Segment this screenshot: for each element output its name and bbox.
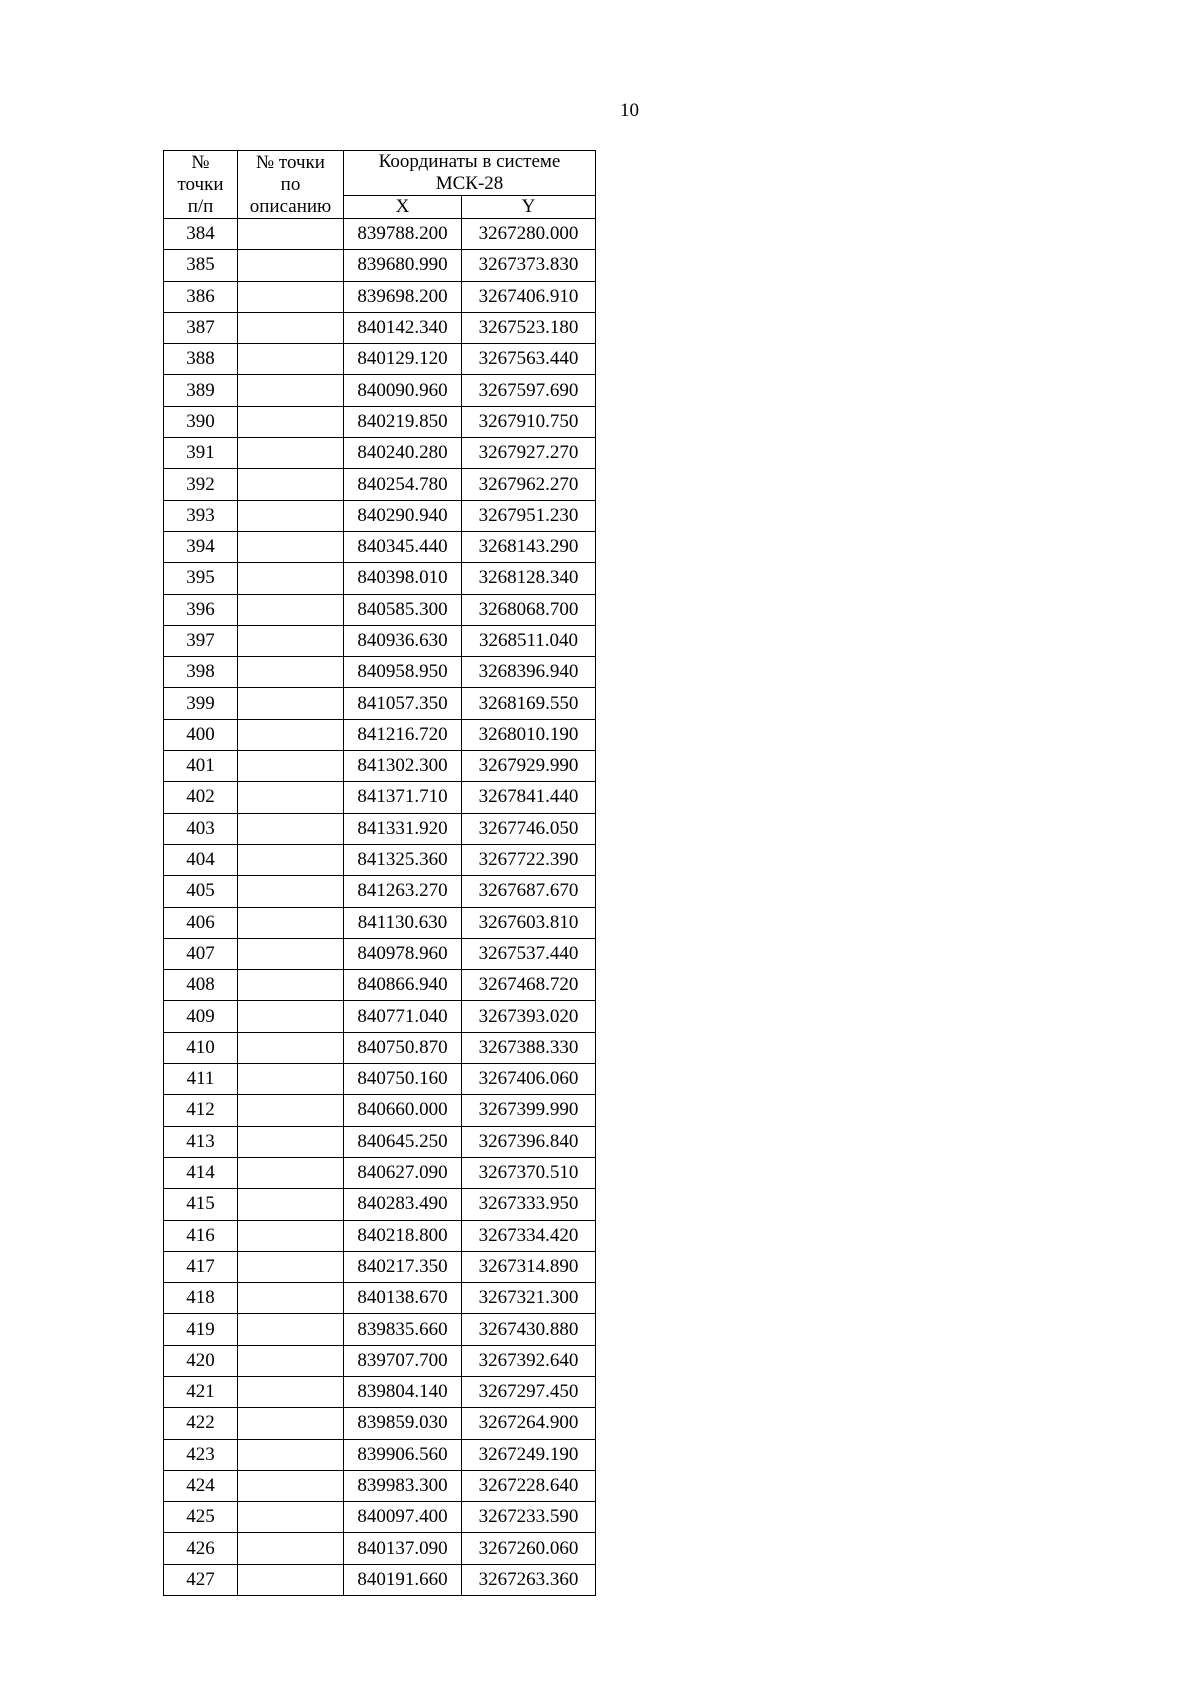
cell-point-number: 424	[164, 1470, 238, 1501]
cell-point-number: 385	[164, 250, 238, 281]
cell-description-point	[238, 531, 344, 562]
cell-point-number: 415	[164, 1189, 238, 1220]
cell-y: 3267280.000	[462, 219, 596, 250]
cell-x: 839835.660	[344, 1314, 462, 1345]
cell-description-point	[238, 876, 344, 907]
cell-description-point	[238, 938, 344, 969]
cell-description-point	[238, 344, 344, 375]
cell-x: 841302.300	[344, 751, 462, 782]
cell-point-number: 392	[164, 469, 238, 500]
cell-y: 3267263.360	[462, 1564, 596, 1595]
cell-x: 840627.090	[344, 1157, 462, 1188]
table-row	[164, 657, 596, 688]
cell-x: 840958.950	[344, 657, 462, 688]
cell-y: 3267687.670	[462, 876, 596, 907]
cell-description-point	[238, 1157, 344, 1188]
cell-point-number: 395	[164, 563, 238, 594]
cell-x: 840097.400	[344, 1502, 462, 1533]
cell-point-number: 405	[164, 876, 238, 907]
table-body	[164, 219, 596, 1596]
cell-x: 840219.850	[344, 406, 462, 437]
cell-point-number: 406	[164, 907, 238, 938]
cell-description-point	[238, 375, 344, 406]
cell-point-number: 398	[164, 657, 238, 688]
table-row	[164, 531, 596, 562]
cell-point-number: 417	[164, 1251, 238, 1282]
cell-description-point	[238, 813, 344, 844]
table-row	[164, 1220, 596, 1251]
table-row	[164, 281, 596, 312]
cell-description-point	[238, 1189, 344, 1220]
cell-x: 840290.940	[344, 500, 462, 531]
table-row	[164, 250, 596, 281]
cell-y: 3267430.880	[462, 1314, 596, 1345]
cell-x: 839859.030	[344, 1408, 462, 1439]
cell-point-number: 419	[164, 1314, 238, 1345]
cell-description-point	[238, 970, 344, 1001]
cell-point-number: 391	[164, 438, 238, 469]
cell-description-point	[238, 1470, 344, 1501]
cell-point-number: 420	[164, 1345, 238, 1376]
cell-x: 840585.300	[344, 594, 462, 625]
header-coordinates-system: Координаты в системе МСК-28	[344, 151, 596, 196]
table-row	[164, 751, 596, 782]
table-row	[164, 563, 596, 594]
cell-description-point	[238, 1376, 344, 1407]
cell-x: 841130.630	[344, 907, 462, 938]
cell-description-point	[238, 844, 344, 875]
cell-x: 840866.940	[344, 970, 462, 1001]
cell-x: 840218.800	[344, 1220, 462, 1251]
cell-y: 3267233.590	[462, 1502, 596, 1533]
table-row	[164, 344, 596, 375]
cell-point-number: 390	[164, 406, 238, 437]
cell-point-number: 403	[164, 813, 238, 844]
cell-point-number: 411	[164, 1064, 238, 1095]
cell-y: 3267537.440	[462, 938, 596, 969]
table-row	[164, 688, 596, 719]
cell-point-number: 408	[164, 970, 238, 1001]
cell-description-point	[238, 1439, 344, 1470]
cell-y: 3267468.720	[462, 970, 596, 1001]
cell-x: 840978.960	[344, 938, 462, 969]
cell-description-point	[238, 1564, 344, 1595]
table-row	[164, 844, 596, 875]
cell-point-number: 397	[164, 625, 238, 656]
table-row	[164, 1032, 596, 1063]
cell-y: 3268143.290	[462, 531, 596, 562]
cell-description-point	[238, 751, 344, 782]
table-row	[164, 219, 596, 250]
cell-point-number: 421	[164, 1376, 238, 1407]
cell-point-number: 422	[164, 1408, 238, 1439]
cell-y: 3267927.270	[462, 438, 596, 469]
cell-x: 840142.340	[344, 312, 462, 343]
cell-description-point	[238, 1314, 344, 1345]
cell-point-number: 388	[164, 344, 238, 375]
cell-x: 839788.200	[344, 219, 462, 250]
cell-x: 839906.560	[344, 1439, 462, 1470]
cell-description-point	[238, 1251, 344, 1282]
cell-y: 3267392.640	[462, 1345, 596, 1376]
cell-description-point	[238, 1095, 344, 1126]
cell-point-number: 402	[164, 782, 238, 813]
cell-description-point	[238, 281, 344, 312]
cell-y: 3267260.060	[462, 1533, 596, 1564]
cell-x: 840138.670	[344, 1283, 462, 1314]
table-row	[164, 594, 596, 625]
table-row	[164, 938, 596, 969]
cell-description-point	[238, 1032, 344, 1063]
header-y: Y	[462, 196, 596, 219]
header-description-point-line: по	[280, 173, 301, 195]
table-row	[164, 438, 596, 469]
cell-y: 3267334.420	[462, 1220, 596, 1251]
cell-y: 3267314.890	[462, 1251, 596, 1282]
cell-point-number: 401	[164, 751, 238, 782]
cell-point-number: 425	[164, 1502, 238, 1533]
cell-description-point	[238, 563, 344, 594]
cell-point-number: 423	[164, 1439, 238, 1470]
table-row	[164, 406, 596, 437]
cell-y: 3267746.050	[462, 813, 596, 844]
cell-description-point	[238, 312, 344, 343]
cell-x: 841057.350	[344, 688, 462, 719]
header-point-number-line: п/п	[187, 195, 214, 217]
cell-description-point	[238, 219, 344, 250]
cell-y: 3267722.390	[462, 844, 596, 875]
cell-x: 840191.660	[344, 1564, 462, 1595]
cell-point-number: 386	[164, 281, 238, 312]
cell-point-number: 399	[164, 688, 238, 719]
cell-point-number: 414	[164, 1157, 238, 1188]
table-row	[164, 1533, 596, 1564]
coordinates-table	[163, 150, 596, 1596]
table-row	[164, 1314, 596, 1345]
cell-description-point	[238, 250, 344, 281]
cell-x: 840750.870	[344, 1032, 462, 1063]
cell-point-number: 427	[164, 1564, 238, 1595]
cell-x: 840090.960	[344, 375, 462, 406]
cell-point-number: 394	[164, 531, 238, 562]
cell-y: 3267603.810	[462, 907, 596, 938]
cell-description-point	[238, 1001, 344, 1032]
cell-description-point	[238, 1345, 344, 1376]
cell-x: 840137.090	[344, 1533, 462, 1564]
cell-x: 840936.630	[344, 625, 462, 656]
cell-y: 3268169.550	[462, 688, 596, 719]
cell-point-number: 410	[164, 1032, 238, 1063]
cell-point-number: 413	[164, 1126, 238, 1157]
table-row	[164, 1157, 596, 1188]
cell-y: 3267563.440	[462, 344, 596, 375]
cell-x: 839983.300	[344, 1470, 462, 1501]
table-row	[164, 1564, 596, 1595]
cell-y: 3267264.900	[462, 1408, 596, 1439]
table-row	[164, 1376, 596, 1407]
cell-y: 3267523.180	[462, 312, 596, 343]
cell-point-number: 407	[164, 938, 238, 969]
table-row	[164, 625, 596, 656]
table-row	[164, 1095, 596, 1126]
cell-description-point	[238, 625, 344, 656]
cell-description-point	[238, 657, 344, 688]
cell-y: 3267406.060	[462, 1064, 596, 1095]
cell-x: 840217.350	[344, 1251, 462, 1282]
cell-point-number: 387	[164, 312, 238, 343]
cell-y: 3267841.440	[462, 782, 596, 813]
table-row	[164, 782, 596, 813]
cell-x: 840240.280	[344, 438, 462, 469]
cell-description-point	[238, 469, 344, 500]
table-row	[164, 1126, 596, 1157]
table-row	[164, 907, 596, 938]
cell-y: 3267399.990	[462, 1095, 596, 1126]
table-row	[164, 500, 596, 531]
cell-point-number: 400	[164, 719, 238, 750]
cell-x: 840660.000	[344, 1095, 462, 1126]
cell-description-point	[238, 1283, 344, 1314]
table-row	[164, 1251, 596, 1282]
table-row	[164, 312, 596, 343]
cell-x: 840750.160	[344, 1064, 462, 1095]
cell-y: 3267406.910	[462, 281, 596, 312]
table-row	[164, 876, 596, 907]
cell-x: 840345.440	[344, 531, 462, 562]
cell-description-point	[238, 688, 344, 719]
table-row	[164, 1189, 596, 1220]
table-row	[164, 1345, 596, 1376]
cell-point-number: 384	[164, 219, 238, 250]
cell-description-point	[238, 1408, 344, 1439]
cell-x: 840645.250	[344, 1126, 462, 1157]
cell-description-point	[238, 1502, 344, 1533]
cell-y: 3267249.190	[462, 1439, 596, 1470]
table-row	[164, 719, 596, 750]
header-description-point	[238, 151, 344, 219]
cell-point-number: 404	[164, 844, 238, 875]
table-row	[164, 1064, 596, 1095]
cell-y: 3267388.330	[462, 1032, 596, 1063]
table-row	[164, 1439, 596, 1470]
cell-y: 3267597.690	[462, 375, 596, 406]
cell-x: 840129.120	[344, 344, 462, 375]
cell-y: 3268068.700	[462, 594, 596, 625]
cell-x: 839804.140	[344, 1376, 462, 1407]
cell-description-point	[238, 406, 344, 437]
table-header	[164, 151, 596, 219]
cell-point-number: 418	[164, 1283, 238, 1314]
cell-description-point	[238, 1220, 344, 1251]
cell-description-point	[238, 782, 344, 813]
cell-description-point	[238, 500, 344, 531]
cell-x: 839707.700	[344, 1345, 462, 1376]
cell-x: 840771.040	[344, 1001, 462, 1032]
table-row	[164, 1408, 596, 1439]
cell-point-number: 393	[164, 500, 238, 531]
cell-point-number: 389	[164, 375, 238, 406]
table-row	[164, 970, 596, 1001]
cell-description-point	[238, 438, 344, 469]
cell-x: 840254.780	[344, 469, 462, 500]
table-row	[164, 813, 596, 844]
cell-y: 3267951.230	[462, 500, 596, 531]
header-x: X	[344, 196, 462, 219]
cell-description-point	[238, 1533, 344, 1564]
cell-x: 840398.010	[344, 563, 462, 594]
cell-y: 3267393.020	[462, 1001, 596, 1032]
cell-point-number: 409	[164, 1001, 238, 1032]
cell-x: 841263.270	[344, 876, 462, 907]
cell-y: 3267228.640	[462, 1470, 596, 1501]
cell-y: 3268010.190	[462, 719, 596, 750]
cell-description-point	[238, 594, 344, 625]
header-point-number-line: точки	[177, 173, 224, 195]
cell-y: 3268128.340	[462, 563, 596, 594]
cell-y: 3267321.300	[462, 1283, 596, 1314]
cell-point-number: 412	[164, 1095, 238, 1126]
cell-x: 840283.490	[344, 1189, 462, 1220]
cell-description-point	[238, 719, 344, 750]
cell-description-point	[238, 1064, 344, 1095]
cell-y: 3268511.040	[462, 625, 596, 656]
cell-description-point	[238, 907, 344, 938]
page-number: 10	[620, 100, 639, 121]
cell-y: 3267297.450	[462, 1376, 596, 1407]
cell-y: 3268396.940	[462, 657, 596, 688]
cell-x: 839698.200	[344, 281, 462, 312]
cell-y: 3267396.840	[462, 1126, 596, 1157]
header-point-number-line: №	[191, 151, 210, 173]
cell-x: 839680.990	[344, 250, 462, 281]
cell-y: 3267929.990	[462, 751, 596, 782]
table-row	[164, 1470, 596, 1501]
header-description-point-line: № точки	[256, 151, 325, 173]
header-description-point-line: описанию	[249, 195, 332, 217]
table-row	[164, 1001, 596, 1032]
header-point-number	[164, 151, 238, 219]
cell-y: 3267910.750	[462, 406, 596, 437]
cell-x: 841371.710	[344, 782, 462, 813]
cell-point-number: 416	[164, 1220, 238, 1251]
cell-x: 841325.360	[344, 844, 462, 875]
table-row	[164, 469, 596, 500]
cell-x: 841216.720	[344, 719, 462, 750]
table-row	[164, 1502, 596, 1533]
cell-y: 3267370.510	[462, 1157, 596, 1188]
cell-y: 3267373.830	[462, 250, 596, 281]
cell-y: 3267962.270	[462, 469, 596, 500]
cell-point-number: 396	[164, 594, 238, 625]
cell-y: 3267333.950	[462, 1189, 596, 1220]
table-row	[164, 375, 596, 406]
cell-x: 841331.920	[344, 813, 462, 844]
cell-description-point	[238, 1126, 344, 1157]
cell-point-number: 426	[164, 1533, 238, 1564]
table-row	[164, 1283, 596, 1314]
